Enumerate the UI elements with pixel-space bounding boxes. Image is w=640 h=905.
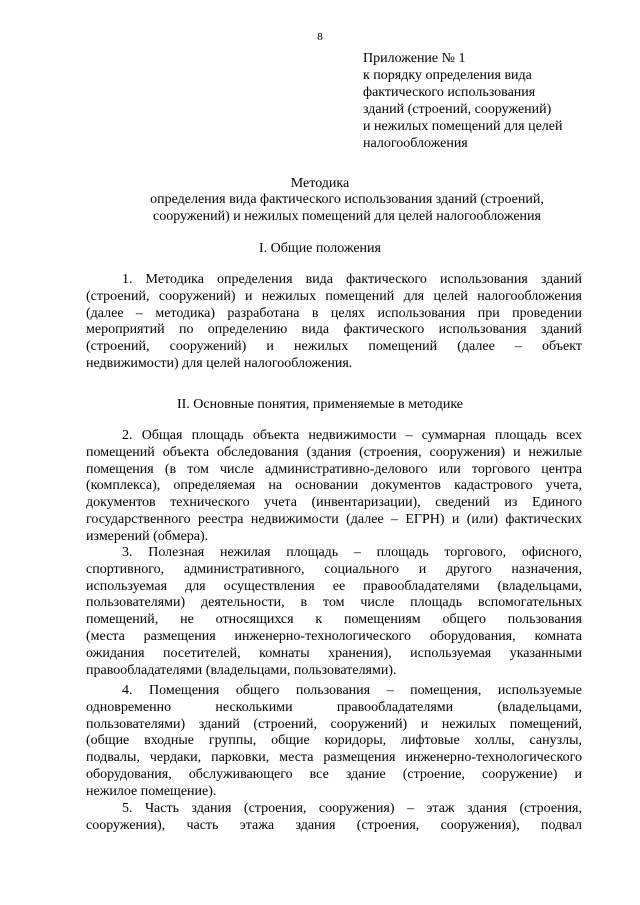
paragraph-line: правообладателями (владельцами, пользователями). [86, 662, 397, 678]
paragraph-line: (комплекса), определяемая на основании документов кадастрового учета, [86, 478, 582, 494]
paragraph-line: помещений, не относящихся к помещениям общего пользования [86, 612, 582, 628]
paragraph-line: 2. Общая площадь объекта недвижимости – суммарная площадь всех [122, 428, 582, 443]
paragraph-line: помещения (в том числе административно-делового или торгового центра [86, 461, 582, 477]
paragraph-line: (строений, сооружений) и нежилых помещений (далее – объект [86, 339, 582, 355]
paragraph-line: пользователями) зданий (строений, сооружений) и нежилых помещений, [86, 716, 582, 732]
appendix-line: налогообложения [363, 136, 468, 151]
paragraph-5 [86, 801, 582, 835]
paragraph-4 [86, 683, 582, 801]
appendix-line: и нежилых помещений для целей [363, 119, 563, 134]
paragraph-line: подвалы, чердаки, парковки, места размещения инженерно-технологического [86, 750, 582, 766]
paragraph-line: оборудования, обслуживающего все здание (строение, сооружение) и [86, 766, 582, 782]
paragraph-line: недвижимости) для целей налогообложения. [86, 355, 353, 371]
appendix-line: фактического использования [363, 85, 536, 100]
appendix-line: к порядку определения вида [363, 68, 532, 83]
paragraph-line: мероприятий по определению вида фактического использования зданий [86, 322, 582, 338]
paragraph-line: сооружения), часть этажа здания (строения, сооружения), подвал [86, 817, 582, 833]
paragraph-line: нежилое помещение). [86, 783, 217, 799]
paragraph-line: (общие входные группы, общие коридоры, лифтовые холлы, санузлы, [86, 733, 582, 749]
page-number: 8 [317, 31, 323, 43]
paragraph-line: документов технического учета (инвентаризации), сведений из Единого [86, 495, 582, 511]
paragraph-line: измерений (обмера). [86, 528, 209, 544]
paragraph-line: государственного реестра недвижимости (далее – ЕГРН) и (или) фактических [86, 511, 582, 527]
paragraph-line: (строений, сооружений) и нежилых помещений для целей налогообложения [86, 288, 582, 304]
paragraph-2 [86, 428, 582, 546]
paragraph-line: ожидания посетителей, комнаты хранения), используемая указанными [86, 645, 582, 661]
subtitle-line: определения вида фактического использования зданий (строений, [150, 192, 544, 207]
paragraph-line: (далее – методика) разработана в целях использования при проведении [86, 305, 582, 321]
paragraph-line: (места размещения инженерно-технологического оборудования, комната [86, 628, 582, 644]
document-subtitle [0, 191, 640, 225]
appendix-line: Приложение № 1 [363, 51, 466, 66]
document-title: Методика [290, 176, 350, 191]
subtitle-line: сооружений) и нежилых помещений для целей налогообложения [153, 209, 541, 224]
paragraph-1 [86, 272, 582, 373]
appendix-block [363, 50, 623, 152]
paragraph-line: 3. Полезная нежилая площадь – площадь торгового, офисного, [122, 545, 582, 560]
paragraph-line: 4. Помещения общего пользования – помещения, используемые [122, 683, 582, 698]
paragraph-line: пользователями) деятельности, в том числе площадь вспомогательных [86, 595, 582, 611]
paragraph-line: спортивного, административного, социального и другого назначения, [86, 561, 582, 577]
paragraph-3 [86, 545, 582, 679]
section-heading-general: I. Общие положения [259, 241, 381, 256]
paragraph-line: используемая для осуществления ее правообладателями (владельцами, [86, 578, 582, 594]
section-heading-concepts: II. Основные понятия, применяемые в методике [176, 397, 463, 412]
paragraph-line: помещений объекта обследования (здания (строения, сооружения) и нежилые [86, 444, 582, 460]
paragraph-line: 1. Методика определения вида фактического использования зданий [122, 272, 582, 287]
appendix-line: зданий (строений, сооружений) [363, 102, 552, 117]
paragraph-line: 5. Часть здания (строения, сооружения) – этаж здания (строения, [122, 801, 582, 816]
paragraph-line: одновременно несколькими правообладателями (владельцами, [86, 699, 582, 715]
